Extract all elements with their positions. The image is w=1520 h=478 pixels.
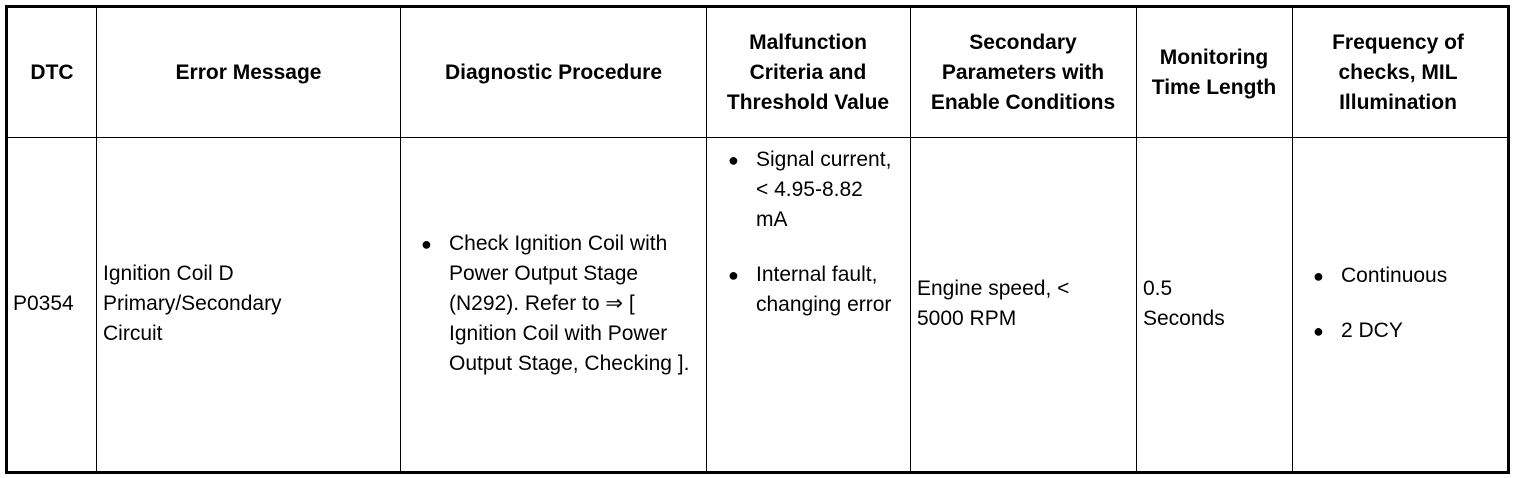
column-divider	[706, 5, 707, 471]
header-secondary-parameters: Secondary Parameters with Enable Conditions	[930, 31, 1116, 114]
cell-dtc: P0354	[13, 291, 74, 315]
malfunction-criteria-list	[722, 145, 900, 320]
header-error-message: Error Message	[175, 61, 322, 84]
list-item: ● Continuous	[1307, 261, 1447, 291]
diagnostic-procedure-list	[415, 229, 700, 379]
header-dtc: DTC	[30, 61, 74, 84]
cell-malfunction-criteria	[722, 139, 900, 474]
column-divider	[1292, 5, 1293, 471]
cell-monitoring-time: 0.5 Seconds	[1143, 276, 1225, 330]
column-divider	[910, 5, 911, 471]
cell-diagnostic-procedure	[415, 139, 700, 468]
cell-secondary-parameters: Engine speed, < 5000 RPM	[917, 276, 1070, 330]
list-item: ● Check Ignition Coil with Power Output Stage (N292). Refer to ⇒ [ Ignition Coil with Power Output Stage, Checking ].	[415, 229, 700, 379]
header-malfunction-criteria: Malfunction Criteria and Threshold Value	[726, 31, 890, 114]
header-monitoring-time: Monitoring Time Length	[1151, 46, 1277, 99]
cell-frequency	[1307, 139, 1502, 468]
list-item: ● Internal fault, changing error	[722, 260, 900, 320]
cell-error-message: Ignition Coil D Primary/Secondary Circuit	[103, 261, 282, 345]
list-item: ● 2 DCY	[1307, 316, 1447, 346]
header-frequency: Frequency of checks, MIL Illumination	[1332, 31, 1464, 114]
list-item: ● Signal current, < 4.95-8.82 mA	[722, 145, 900, 235]
frequency-list	[1307, 261, 1447, 346]
header-diagnostic-procedure: Diagnostic Procedure	[444, 61, 663, 84]
column-divider	[1136, 5, 1137, 471]
